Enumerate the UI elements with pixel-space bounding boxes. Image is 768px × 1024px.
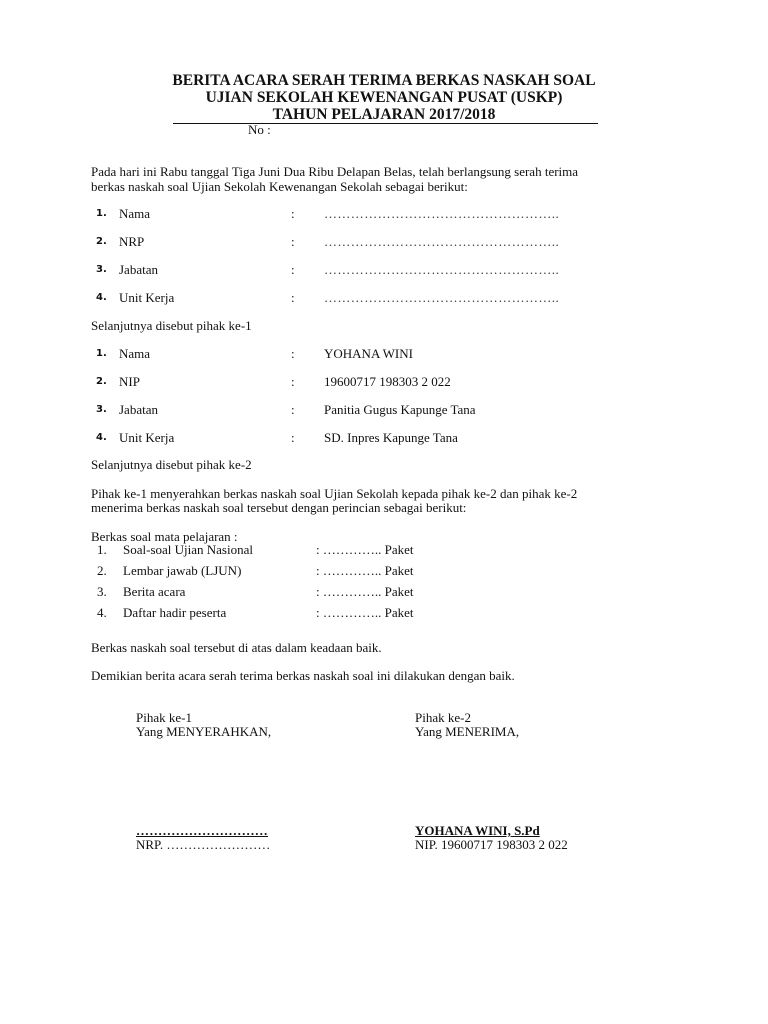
party2-row-number: 1. bbox=[96, 348, 107, 359]
intro-line-1: Pada hari ini Rabu tanggal Tiga Juni Dua Ribu Delapan Belas, telah berlangsung serah terima bbox=[91, 164, 579, 179]
party2-row-colon: : bbox=[291, 430, 295, 445]
files-heading: Berkas soal mata pelajaran : bbox=[91, 529, 238, 544]
party2-caption: Selanjutnya disebut pihak ke-2 bbox=[91, 457, 252, 472]
document-title-line2: UJIAN SEKOLAH KEWENANGAN PUSAT (USKP) bbox=[205, 89, 563, 106]
handover-line-2: menerima berkas naskah soal tersebut dengan perincian sebagai berikut: bbox=[91, 500, 467, 515]
handover-line-1: Pihak ke-1 menyerahkan berkas naskah soal Ujian Sekolah kepada pihak ke-2 dan pihak ke-2 bbox=[91, 486, 578, 501]
files-item-number: 4. bbox=[97, 605, 107, 620]
party2-row-value: YOHANA WINI bbox=[324, 346, 413, 361]
party1-row-label: Nama bbox=[119, 206, 151, 221]
party2-row-value: Panitia Gugus Kapunge Tana bbox=[324, 402, 476, 417]
party2-row-label: Unit Kerja bbox=[119, 430, 175, 445]
party1-row-number: 4. bbox=[96, 292, 107, 303]
party1-row-value: …………………………………………….. bbox=[324, 206, 560, 221]
party1-row-colon: : bbox=[291, 206, 295, 221]
party2-row-number: 3. bbox=[96, 404, 107, 415]
files-item-number: 1. bbox=[97, 542, 107, 557]
party1-row-value: …………………………………………….. bbox=[324, 234, 560, 249]
party1-row-label: Unit Kerja bbox=[119, 290, 175, 305]
party1-row-value: …………………………………………….. bbox=[324, 290, 560, 305]
files-item-label: Lembar jawab (LJUN) bbox=[123, 563, 242, 578]
party2-row-colon: : bbox=[291, 402, 295, 417]
signature-left-id: NRP. …………………… bbox=[136, 837, 271, 852]
party2-row-label: NIP bbox=[119, 374, 140, 389]
files-item-value: : ………….. Paket bbox=[316, 563, 414, 578]
party2-row-value: 19600717 198303 2 022 bbox=[324, 374, 451, 389]
files-item-label: Berita acara bbox=[123, 584, 186, 599]
signature-right-name: YOHANA WINI, S.Pd bbox=[415, 823, 540, 838]
party1-caption: Selanjutnya disebut pihak ke-1 bbox=[91, 318, 252, 333]
document-title-line3: TAHUN PELAJARAN 2017/2018 bbox=[272, 106, 496, 123]
closing-statement: Demikian berita acara serah terima berkas naskah soal ini dilakukan dengan baik. bbox=[91, 668, 515, 683]
party1-row-label: Jabatan bbox=[119, 262, 158, 277]
party1-row-colon: : bbox=[291, 262, 295, 277]
party1-row-number: 3. bbox=[96, 264, 107, 275]
files-item-label: Soal-soal Ujian Nasional bbox=[123, 542, 253, 557]
document-title-line1: BERITA ACARA SERAH TERIMA BERKAS NASKAH SOAL bbox=[172, 72, 596, 89]
title-underline bbox=[173, 123, 598, 124]
files-item-value: : ………….. Paket bbox=[316, 542, 414, 557]
signature-left-name: ………………………… bbox=[136, 823, 268, 838]
party2-row-label: Nama bbox=[119, 346, 151, 361]
party1-row-colon: : bbox=[291, 234, 295, 249]
party2-row-number: 2. bbox=[96, 376, 107, 387]
signature-right-title: Yang MENERIMA, bbox=[415, 724, 520, 739]
party1-row-number: 1. bbox=[96, 208, 107, 219]
party2-row-colon: : bbox=[291, 346, 295, 361]
party1-row-colon: : bbox=[291, 290, 295, 305]
party2-row-label: Jabatan bbox=[119, 402, 158, 417]
signature-left-title: Yang MENYERAHKAN, bbox=[136, 724, 272, 739]
files-item-label: Daftar hadir peserta bbox=[123, 605, 227, 620]
party1-row-number: 2. bbox=[96, 236, 107, 247]
party1-row-value: …………………………………………….. bbox=[324, 262, 560, 277]
files-item-value: : ………….. Paket bbox=[316, 584, 414, 599]
files-item-value: : ………….. Paket bbox=[316, 605, 414, 620]
condition-statement: Berkas naskah soal tersebut di atas dalam keadaan baik. bbox=[91, 640, 382, 655]
files-item-number: 2. bbox=[97, 563, 107, 578]
party2-row-colon: : bbox=[291, 374, 295, 389]
signature-right-id: NIP. 19600717 198303 2 022 bbox=[415, 837, 568, 852]
files-item-number: 3. bbox=[97, 584, 107, 599]
signature-right-role: Pihak ke-2 bbox=[415, 710, 471, 725]
document-number-label: No : bbox=[248, 122, 271, 137]
intro-line-2: berkas naskah soal Ujian Sekolah Kewenangan Sekolah sebagai berikut: bbox=[91, 179, 468, 194]
signature-left-role: Pihak ke-1 bbox=[136, 710, 192, 725]
party1-row-label: NRP bbox=[119, 234, 145, 249]
party2-row-number: 4. bbox=[96, 432, 107, 443]
party2-row-value: SD. Inpres Kapunge Tana bbox=[324, 430, 458, 445]
